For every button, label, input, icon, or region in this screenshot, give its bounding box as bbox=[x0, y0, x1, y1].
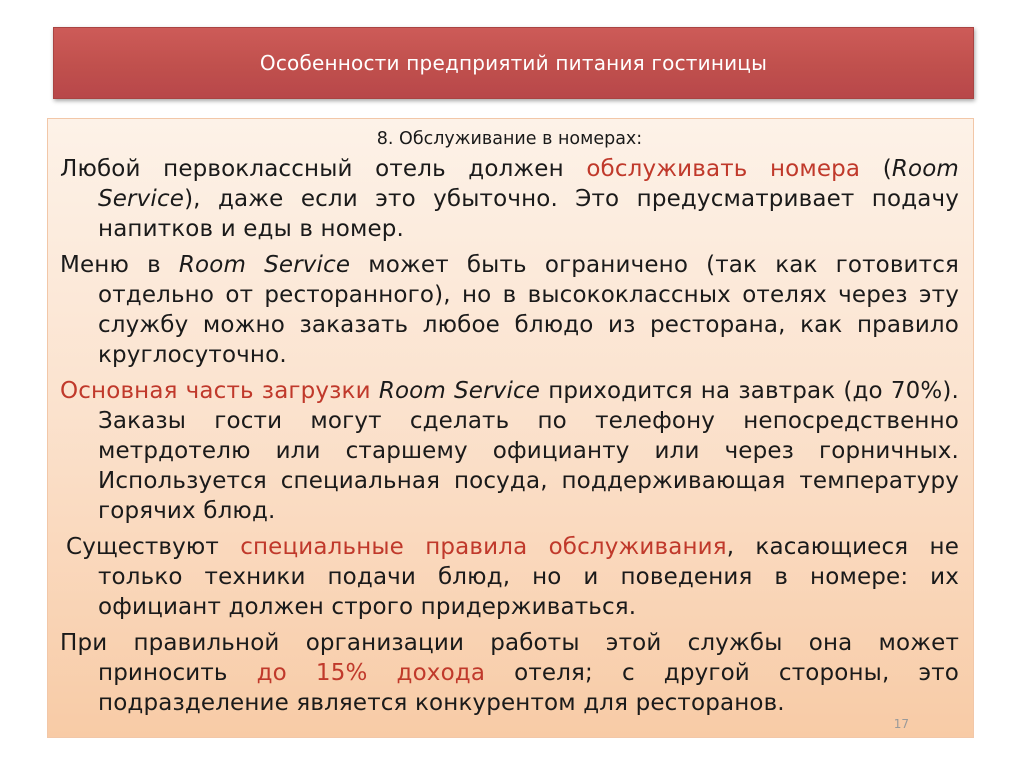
text-span: отеля; с другой стороны, это подразделение является конкурентом для ресторанов. bbox=[98, 660, 959, 716]
slide-title: Особенности предприятий питания гостиницы bbox=[259, 51, 768, 75]
title-bar bbox=[53, 27, 974, 99]
text-span: Любой первоклассный отель должен bbox=[60, 156, 587, 182]
highlight-span: Основная часть загрузки bbox=[60, 378, 371, 404]
section-subtitle: 8. Обслуживание в номерах: bbox=[376, 129, 643, 149]
highlight-span: до 15% дохода bbox=[256, 660, 486, 686]
content-box bbox=[47, 118, 974, 738]
page-number: 17 bbox=[893, 717, 909, 731]
text-span: Меню в bbox=[60, 252, 179, 278]
text-span bbox=[371, 378, 379, 404]
paragraph-5 bbox=[60, 628, 959, 718]
highlight-span: специальные правила обслуживания bbox=[240, 534, 727, 560]
paragraph-4 bbox=[60, 532, 959, 622]
text-span: ( bbox=[860, 156, 892, 182]
paragraph-3 bbox=[60, 376, 959, 526]
paragraph-1 bbox=[60, 154, 959, 244]
italic-span: Room Service bbox=[378, 378, 541, 404]
highlight-span: обслуживать номера bbox=[586, 156, 861, 182]
text-span: При правильной организации работы этой службы она может приносить bbox=[60, 630, 959, 686]
italic-span: Room Service bbox=[98, 156, 959, 212]
italic-span: Room Service bbox=[178, 252, 351, 278]
text-span: , касающиеся не только техники подачи блюд, но и поведения в номере: их официант должен строго придерживаться. bbox=[98, 534, 959, 620]
text-span: Существуют bbox=[66, 534, 241, 560]
text-span: может быть ограничено (так как готовится отдельно от ресторанного), но в высококлассных отелях через эту службу можно заказать любое блюдо из ресторана, как правило круглосуточно. bbox=[98, 252, 959, 368]
text-span: приходится на завтрак (до 70%). Заказы гости могут сделать по телефону непосредственно метрдотелю или старшему официанту или через горничных. Используется специальная посуда, поддерживающая температуру горячих блюд. bbox=[98, 378, 959, 524]
text-span: ), даже если это убыточно. Это предусматривает подачу напитков и еды в номер. bbox=[98, 186, 959, 242]
paragraph-2 bbox=[60, 250, 959, 370]
